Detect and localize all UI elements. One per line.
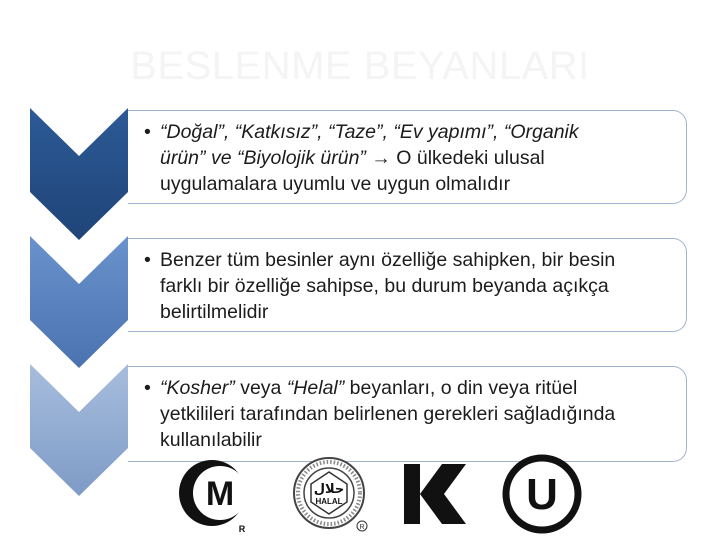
slide-title: BESLENME BEYANLARI [130, 44, 590, 88]
item-line: ürün” ve “Biyolojik ürün” → O ülkedeki ulusal [160, 147, 545, 169]
item-line: “Kosher” veya “Helal” beyanları, o din veya ritüel [160, 377, 578, 399]
item-line: farklı bir özelliğe sahipse, bu durum beyanda açıkça [160, 275, 609, 297]
halal-seal-logo [292, 456, 370, 534]
statement-box-2 [128, 238, 687, 332]
item-line: uygulamalara uyumlu ve uygun olmalıdır [160, 173, 511, 195]
statement-text-1 [144, 119, 676, 197]
chevron-1 [30, 108, 128, 240]
item-line: yetkilileri tarafından belirlenen gerekleri sağladığında [160, 403, 616, 425]
kosher-m-logo [176, 458, 250, 534]
certification-logos [0, 450, 720, 540]
bullet: • [144, 249, 151, 271]
statement-text-3 [144, 375, 676, 453]
item-line: “Doğal”, “Katkısız”, “Taze”, “Ev yapımı”, “Organik [160, 121, 579, 143]
registered-mark: R [238, 524, 246, 534]
halal-word: HALAL [315, 497, 343, 506]
item-line: Benzer tüm besinler aynı özelliğe sahipken, bir besin [160, 249, 616, 271]
item-line: belirtilmelidir [160, 301, 269, 323]
bullet: • [144, 377, 151, 399]
kosher-ou-logo [502, 454, 582, 534]
logo-letter-m: M [205, 475, 235, 513]
statement-text-2 [144, 247, 676, 325]
logo-letter-u: U [526, 470, 558, 519]
statement-box-1 [128, 110, 687, 204]
chevron-2 [30, 236, 128, 368]
halal-arabic-text: حلال [313, 482, 345, 497]
kosher-k-logo [400, 458, 470, 530]
bullet: • [144, 121, 151, 143]
registered-symbol: R [359, 524, 365, 531]
item-line: kullanılabilir [160, 429, 262, 451]
statement-box-3 [128, 366, 687, 462]
